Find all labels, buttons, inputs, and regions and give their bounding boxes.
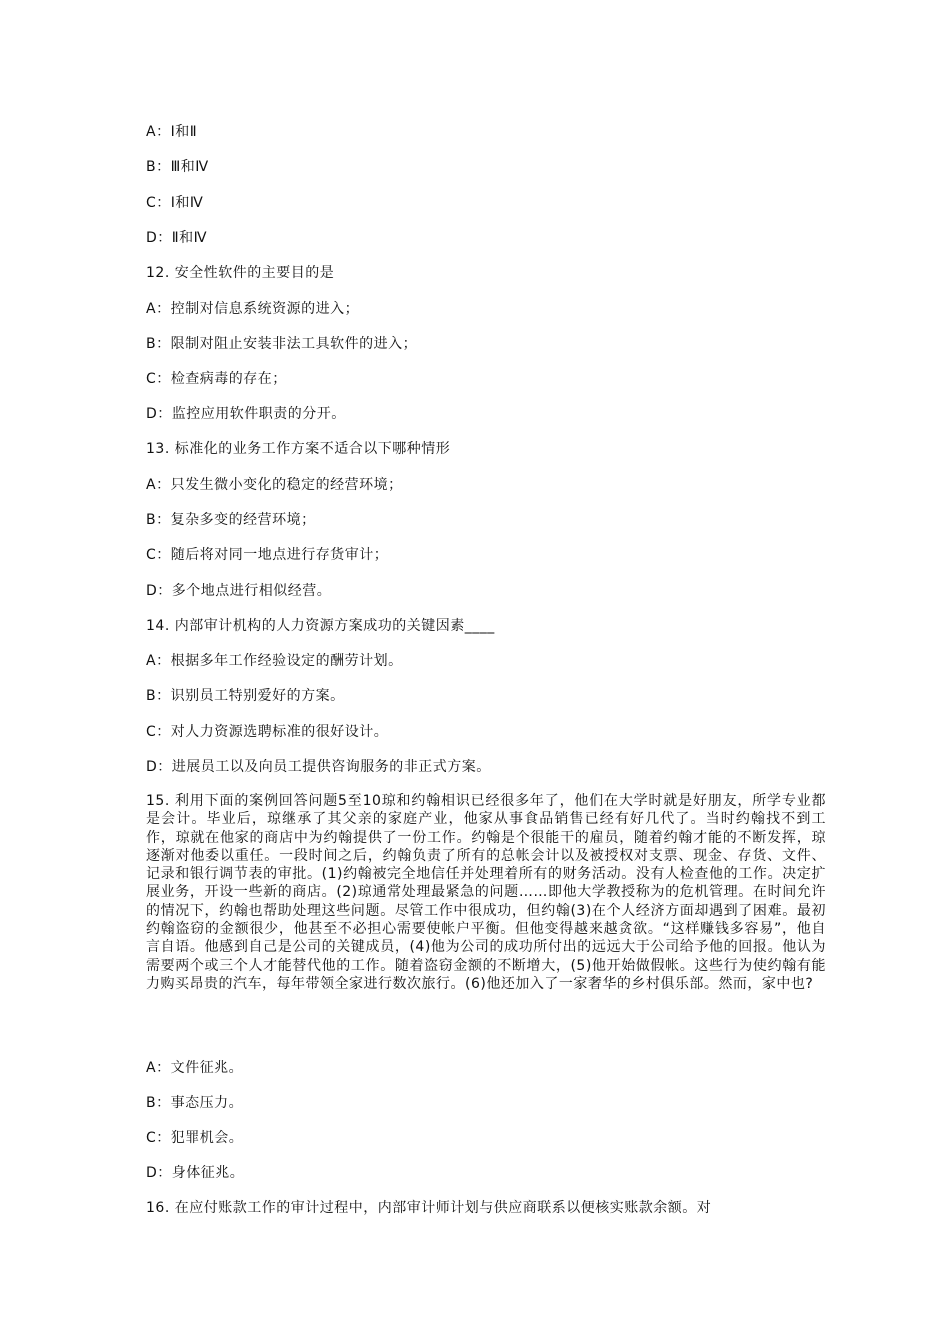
q13-option-c: C：随后将对同一地点进行存货审计；	[146, 547, 389, 563]
q13-option-b: B：复杂多变的经营环境；	[146, 512, 316, 528]
q11-option-b: B：Ⅲ和Ⅳ	[146, 159, 209, 175]
q14-option-c: C：对人力资源选聘标准的很好设计。	[146, 724, 389, 740]
q11-option-a: A：Ⅰ和Ⅱ	[146, 124, 198, 140]
q12-option-a: A：控制对信息系统资源的进入；	[146, 301, 360, 317]
q15-option-b: B：事态压力。	[146, 1095, 244, 1111]
q13-option-d: D：多个地点进行相似经营。	[146, 583, 332, 599]
q14-option-b: B：识别员工特别爱好的方案。	[146, 688, 345, 704]
q15-question-paragraph: 15. 利用下面的案例回答问题5至10琼和约翰相识已经很多年了，他们在大学时就是好朋友，所学专业都是会计。毕业后，琼继承了其父亲的家庭产业，他家从事食品销售已经有好几代了。当时约翰找不到工作，琼就在他家的商店中为约翰提供了一份工作。约翰是个很能干的雇员，随着约翰才能的不断发挥，琼逐渐对他委以重任。一段时间之后，约翰负责了所有的总帐会计以及被授权对支票、现金、存货、文件、记录和银行调节表的审批。(1)约翰被完全地信任并处理着所有的财务活动。没有人检查他的工作。决定扩展业务，开设一些新的商店。(2)琼通常处理最紧急的问题……即他大学教授称为的危机管理。在时间允许的情况下，约翰也帮助处理这些问题。尽管工作中很成功，但约翰(3)在个人经济方面却遇到了困难。最初约翰盗窃的金额很少，他甚至不必担心需要使帐户平衡。但他变得越来越贪欲。“这样赚钱多容易”，他自言自语。他感到自己是公司的关键成员，(4)他为公司的成功所付出的远远大于公司给予他的回报。他认为需要两个或三个人才能替代他的工作。随着盗窃金额的不断增大，(5)他开始做假帐。这些行为使约翰有能力购买昂贵的汽车，每年带领全家进行数次旅行。(6)他还加入了一家奢华的乡村俱乐部。然而，家中也?	[146, 793, 826, 992]
q12-option-d: D：监控应用软件职责的分开。	[146, 406, 346, 422]
q15-option-c: C：犯罪机会。	[146, 1130, 244, 1146]
q15-option-d: D：身体征兆。	[146, 1165, 245, 1181]
q13-option-a: A：只发生微小变化的稳定的经营环境；	[146, 477, 403, 493]
q11-option-c: C：Ⅰ和Ⅳ	[146, 195, 204, 211]
q12-option-b: B：限制对阻止安装非法工具软件的进入；	[146, 336, 418, 352]
q13-question: 13. 标准化的业务工作方案不适合以下哪种情形	[146, 441, 451, 457]
q12-option-c: C：检查病毒的存在；	[146, 371, 287, 387]
q16-question: 16. 在应付账款工作的审计过程中，内部审计师计划与供应商联系以便核实账款余额。对	[146, 1200, 712, 1216]
q12-question: 12. 安全性软件的主要目的是	[146, 265, 335, 281]
q15-option-a: A：文件征兆。	[146, 1060, 244, 1076]
q14-option-a: A：根据多年工作经验设定的酬劳计划。	[146, 653, 403, 669]
q14-option-d: D：进展员工以及向员工提供咨询服务的非正式方案。	[146, 759, 491, 775]
q14-question: 14. 内部审计机构的人力资源方案成功的关键因素____	[146, 618, 495, 634]
q11-option-d: D：Ⅱ和Ⅳ	[146, 230, 208, 246]
